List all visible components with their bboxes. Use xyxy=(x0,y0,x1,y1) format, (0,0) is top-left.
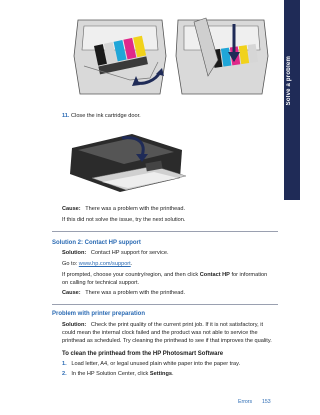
clean-step-2-text-post: . xyxy=(171,371,174,377)
printer-prep-line1 xyxy=(62,322,263,329)
solution-2-heading: Solution 2: Contact HP support xyxy=(52,240,141,246)
printer-prep-solution-label: Solution: xyxy=(62,322,87,328)
solution-2-cause xyxy=(62,290,185,297)
body-line1-pre: If prompted, choose your country/region, and then click xyxy=(62,272,200,278)
solution-2-cause-label: Cause: xyxy=(62,290,81,296)
solution-2-solution-text: Contact HP support for service. xyxy=(90,250,169,256)
section-divider-2 xyxy=(52,304,278,305)
solution-2-solution-label: Solution: xyxy=(62,250,87,256)
step-11-number: 11. xyxy=(62,113,70,119)
clean-step-2-number: 2. xyxy=(62,371,67,377)
clean-printhead-subheading: To clean the printhead from the HP Photosmart Software xyxy=(62,351,224,357)
solution-2-body-line1 xyxy=(62,272,267,279)
cause-1 xyxy=(62,206,185,213)
printer-prep-heading: Problem with printer preparation xyxy=(52,311,146,317)
solution-2-cause-text: There was a problem with the printhead. xyxy=(85,290,186,296)
step-11-text: Close the ink cartridge door. xyxy=(71,113,141,119)
clean-step-1-number: 1. xyxy=(62,361,67,367)
hp-support-link[interactable]: www.hp.com/support xyxy=(78,261,131,267)
footer-section: Errors xyxy=(238,399,253,405)
solution-2-goto xyxy=(62,261,132,268)
clean-step-2-settings: Settings xyxy=(149,371,172,377)
cause-1-followup: If this did not solve the issue, try the next solution. xyxy=(62,217,186,223)
chapter-side-tab xyxy=(284,0,300,200)
body-line1-post: for information xyxy=(229,272,268,278)
cause-1-text: There was a problem with the printhead. xyxy=(85,206,186,212)
clean-step-1 xyxy=(62,361,240,368)
goto-prefix: Go to: xyxy=(62,261,79,267)
printer-prep-line1-text: Check the print quality of the current print job. If it is not satisfactory, it xyxy=(90,322,264,328)
step-11 xyxy=(62,113,141,120)
printer-prep-line2: could mean the internal clock failed and the product was not able to service the xyxy=(62,330,258,336)
clean-step-2 xyxy=(62,371,174,378)
cartridge-door-illustration xyxy=(172,16,272,98)
solution-2-solution xyxy=(62,250,169,257)
section-divider xyxy=(52,231,278,232)
printer-prep-line3: printhead as scheduled. Try cleaning the printhead to see if that improves the quality. xyxy=(62,338,272,344)
chapter-side-tab-label: Solve a problem xyxy=(286,56,292,106)
goto-suffix: . xyxy=(130,261,133,267)
cartridge-open-illustration xyxy=(70,16,170,98)
printer-close-door-illustration xyxy=(62,128,190,198)
cause-1-label: Cause: xyxy=(62,206,81,212)
body-line1-bold: Contact HP xyxy=(199,272,230,278)
clean-step-1-text: Load letter, A4, or legal unused plain white paper into the paper tray. xyxy=(71,361,241,367)
footer-page-number: 153 xyxy=(262,399,271,405)
solution-2-body-line2: on calling for technical support. xyxy=(62,280,140,286)
clean-step-2-text-pre: In the HP Solution Center, click xyxy=(71,371,150,377)
